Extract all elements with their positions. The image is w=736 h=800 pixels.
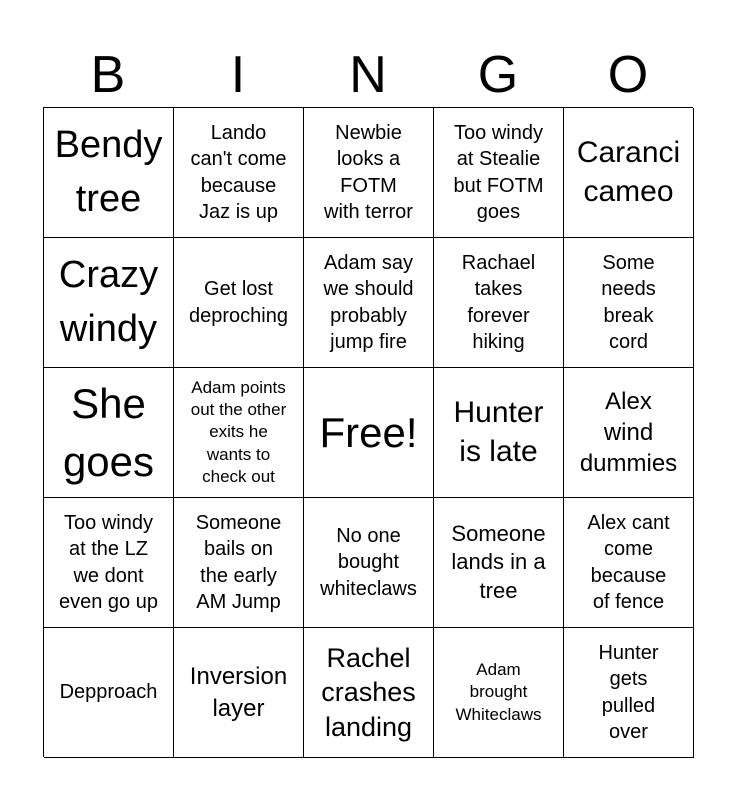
bingo-cell[interactable] [564,498,694,628]
bingo-cell[interactable] [174,628,304,758]
bingo-cell[interactable] [564,628,694,758]
cell-text: Adam say we should probably jump fire [323,251,414,353]
bingo-cell[interactable] [44,368,174,498]
cell-text: Adam brought Whiteclaws [455,660,542,724]
cell-text: She goes [62,379,155,485]
cell-text: Caranci cameo [576,136,681,208]
cell-text: Some needs break cord [601,251,656,353]
cell-text: Rachel crashes landing [321,642,416,742]
bingo-cell[interactable] [174,108,304,238]
cell-text: Lando can't come because Jaz is up [190,121,287,223]
bingo-cell[interactable] [44,108,174,238]
cell-text: Someone bails on the early AM Jump [195,511,282,613]
cell-text: No one bought whiteclaws [320,524,417,600]
bingo-cell[interactable] [434,238,564,368]
bingo-cell[interactable] [304,238,434,368]
header-letter-b: B [90,46,126,104]
cell-text: Newbie looks a FOTM with terror [324,121,413,223]
cell-text: Crazy windy [58,254,159,350]
bingo-cell[interactable] [174,368,304,498]
header-letter-n: N [349,46,387,104]
cell-text: Too windy at Stealie but FOTM goes [453,121,544,223]
cell-text: Hunter gets pulled over [598,641,659,743]
cell-text: Bendy tree [54,124,163,220]
cell-text: Hunter is late [453,396,544,468]
header-letter-g: G [477,46,519,104]
cell-text: Adam points out the other exits he wants to check out [190,378,287,486]
bingo-cell[interactable] [304,498,434,628]
bingo-cell[interactable] [564,368,694,498]
free-cell[interactable] [304,368,434,498]
cell-text: Depproach [59,681,158,704]
bingo-cell[interactable] [44,238,174,368]
bingo-cell[interactable] [174,238,304,368]
bingo-header [43,42,693,108]
header-letter-o: O [607,46,649,104]
cell-text: Free! [319,408,418,456]
bingo-board [43,107,693,757]
cell-text: Rachael takes forever hiking [461,251,536,353]
cell-text: Too windy at the LZ we dont even go up [59,511,158,613]
bingo-cell[interactable] [44,498,174,628]
bingo-cell[interactable] [434,108,564,238]
bingo-cell[interactable] [564,108,694,238]
bingo-cell[interactable] [434,628,564,758]
cell-text: Alex wind dummies [579,387,678,478]
bingo-cell[interactable] [434,498,564,628]
cell-text: Get lost deproching [189,278,288,327]
cell-text: Alex cant come because of fence [587,511,670,613]
bingo-cell[interactable] [174,498,304,628]
bingo-cell[interactable] [304,108,434,238]
cell-text: Inversion layer [189,663,288,722]
bingo-cell[interactable] [44,628,174,758]
bingo-cell[interactable] [564,238,694,368]
bingo-cell[interactable] [434,368,564,498]
bingo-cell[interactable] [304,628,434,758]
cell-text: Someone lands in a tree [451,520,546,603]
header-letter-i: I [230,46,246,104]
